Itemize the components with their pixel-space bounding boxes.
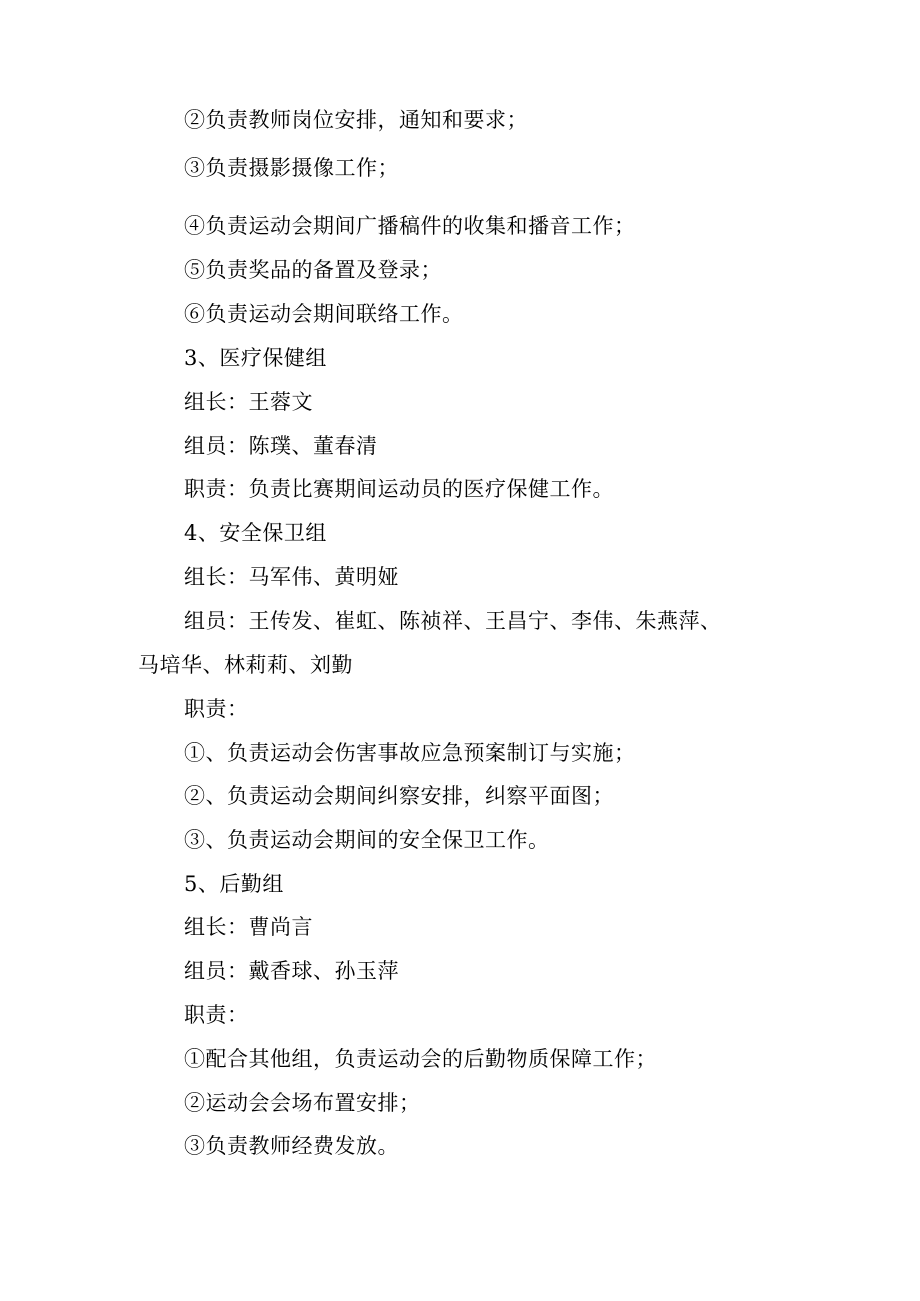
- security-duty-safety: ③、负责运动会期间的安全保卫工作。: [184, 828, 550, 852]
- security-duty-label: 职责：: [184, 697, 249, 721]
- section-heading-logistics: 5、后勤组: [184, 872, 284, 896]
- logistics-members: 组员：戴香球、孙玉萍: [184, 959, 399, 983]
- logistics-leader: 组长：曹尚言: [184, 915, 313, 939]
- duty-item-photography: ③负责摄影摄像工作；: [184, 156, 399, 180]
- medical-duty: 职责：负责比赛期间运动员的医疗保健工作。: [184, 477, 614, 501]
- security-duty-patrol: ②、负责运动会期间纠察安排，纠察平面图；: [184, 784, 614, 808]
- logistics-duty-support: ①配合其他组，负责运动会的后勤物质保障工作；: [184, 1047, 657, 1071]
- section-heading-medical: 3、医疗保健组: [184, 346, 327, 370]
- security-leaders: 组长：马军伟、黄明娅: [184, 565, 399, 589]
- security-members: 组员：王传发、崔虹、陈祯祥、王昌宁、李伟、朱燕萍、: [184, 609, 722, 633]
- duty-item-teacher-posts: ②负责教师岗位安排，通知和要求；: [184, 108, 528, 132]
- duty-item-liaison: ⑥负责运动会期间联络工作。: [184, 302, 464, 326]
- logistics-duty-label: 职责：: [184, 1003, 249, 1027]
- medical-members: 组员：陈璞、董春清: [184, 434, 378, 458]
- logistics-duty-funding: ③负责教师经费发放。: [184, 1134, 399, 1158]
- section-heading-security: 4、安全保卫组: [184, 521, 327, 545]
- security-duty-emergency: ①、负责运动会伤害事故应急预案制订与实施；: [184, 741, 636, 765]
- duty-item-prizes: ⑤负责奖品的备置及登录；: [184, 258, 442, 282]
- logistics-duty-venue: ②运动会会场布置安排；: [184, 1091, 421, 1115]
- medical-leader: 组长：王蓉文: [184, 390, 313, 414]
- duty-item-broadcast: ④负责运动会期间广播稿件的收集和播音工作；: [184, 214, 636, 238]
- security-members-continued: 马培华、林莉莉、刘勤: [138, 653, 353, 677]
